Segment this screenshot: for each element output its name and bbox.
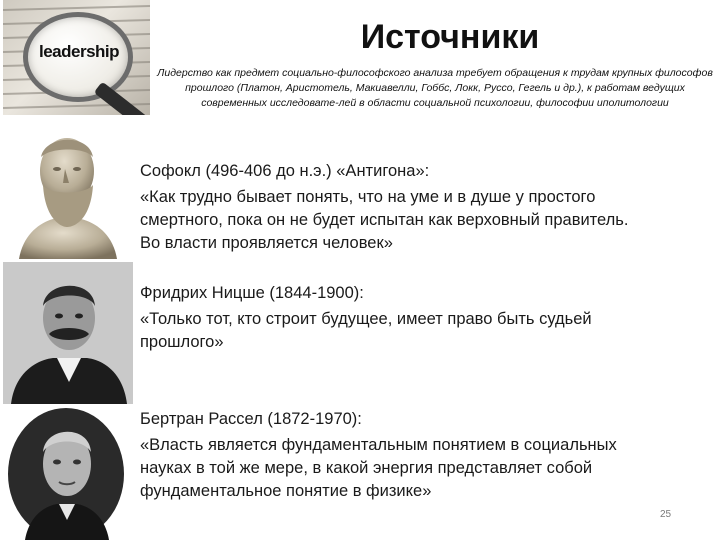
quote-line: Во власти проявляется человек» xyxy=(140,234,393,252)
sophocles-bust-portrait xyxy=(5,123,127,259)
subtitle-line: прошлого (Платон, Аристотель, Макиавелли, Гоббс, Локк, Руссо, Гегель и др.), к работам ведущих xyxy=(185,82,685,94)
quote-line: «Только тот, кто строит будущее, имеет право быть судьей xyxy=(140,310,592,328)
quote-line: фундаментальное понятие в физике» xyxy=(140,482,432,500)
nietzsche-portrait xyxy=(3,262,133,404)
quote-line: прошлого» xyxy=(140,333,224,351)
leadership-magnifier-image xyxy=(3,0,150,115)
slide-subtitle xyxy=(152,66,718,111)
subtitle-line: Лидерство как предмет социально-философского анализа требует обращения к трудам крупных философов xyxy=(157,67,713,79)
page-number: 25 xyxy=(660,509,672,520)
quote-nietzsche xyxy=(140,282,700,354)
subtitle-line: современных исследовате-лей в области социальной психологии, философии иполитологии xyxy=(201,97,669,109)
lens-word: leadership xyxy=(39,42,120,61)
slide-title: Источники xyxy=(360,18,540,56)
quote-line: смертного, пока он не будет испытан как верховный правитель. xyxy=(140,211,629,229)
quote-author: Бертран Рассел (1872-1970): xyxy=(140,410,362,428)
quote-author: Софокл (496-406 до н.э.) «Антигона»: xyxy=(140,162,430,180)
quote-line: «Как трудно бывает понять, что на уме и в душе у простого xyxy=(140,188,596,206)
quote-author: Фридрих Ницше (1844-1900): xyxy=(140,284,364,302)
quote-sophocles xyxy=(140,160,700,255)
russell-portrait xyxy=(3,404,129,540)
quote-line: «Власть является фундаментальным понятием в социальных xyxy=(140,436,617,454)
quote-line: науках в той же мере, в какой энергия представляет собой xyxy=(140,459,593,477)
quote-russell xyxy=(140,408,700,503)
